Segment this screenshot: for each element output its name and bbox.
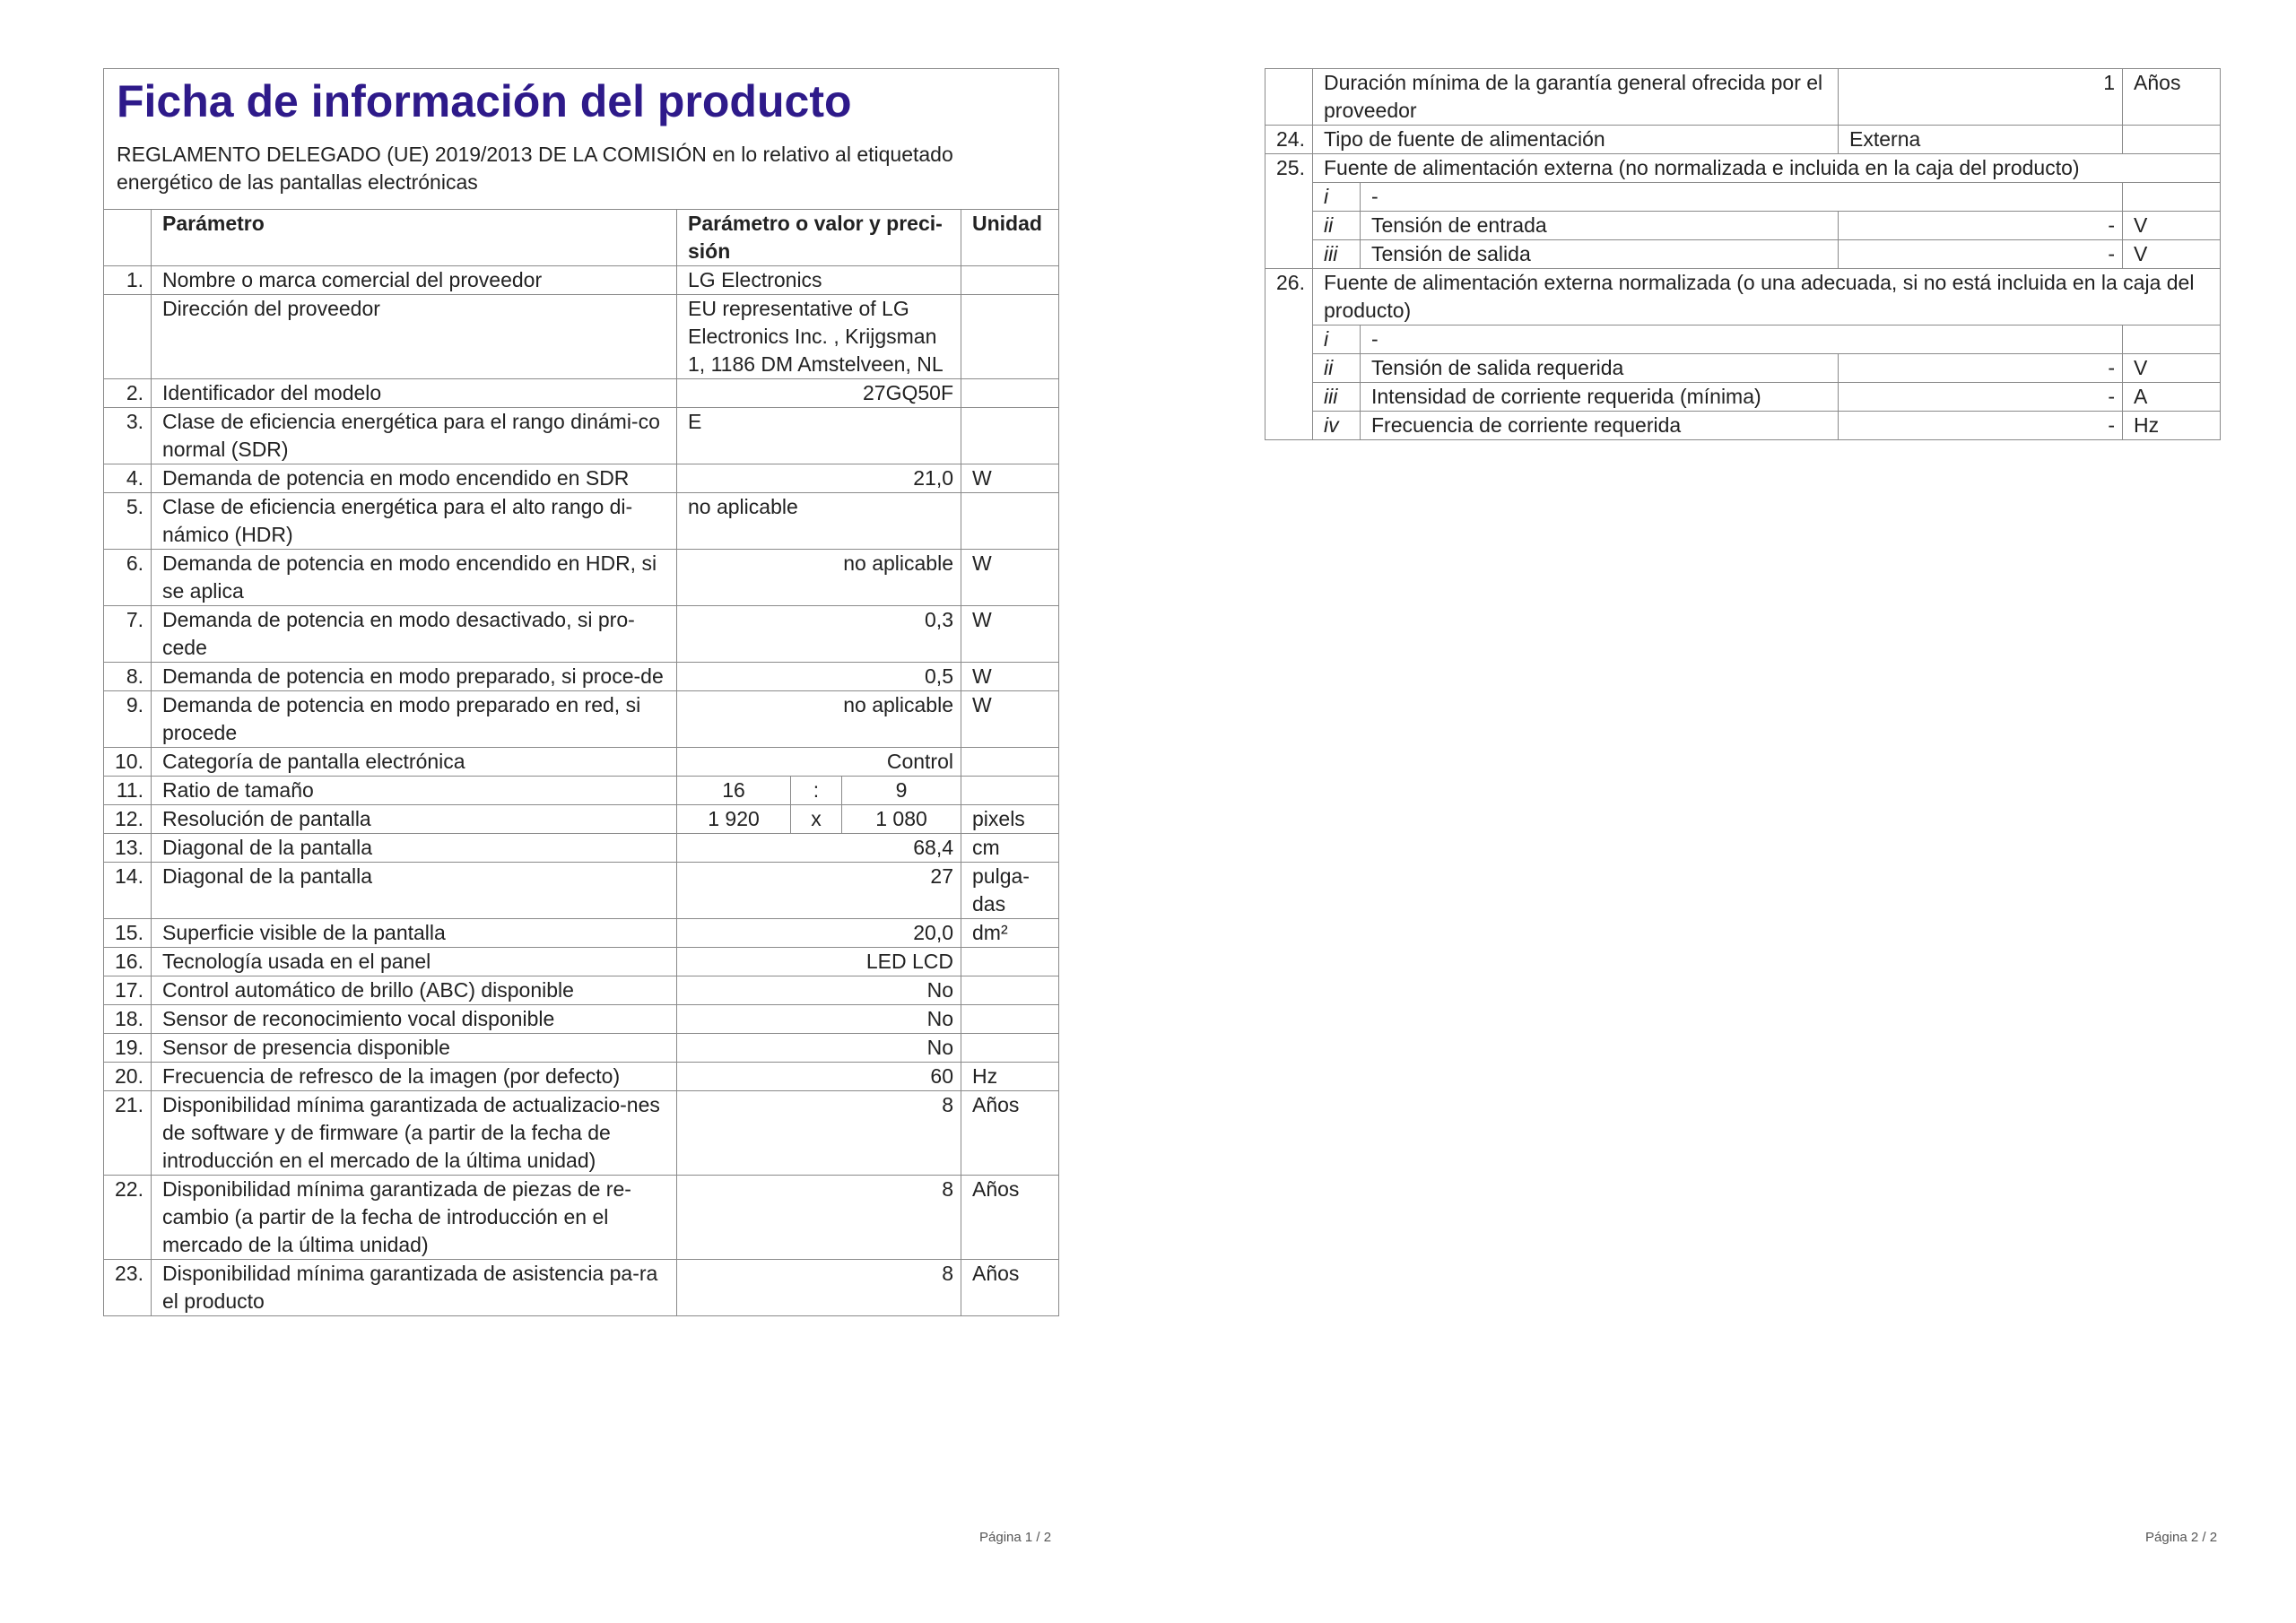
sub-label: Intensidad de corriente requerida (mínima) bbox=[1361, 383, 1839, 412]
table-row bbox=[1265, 126, 2221, 154]
table-row bbox=[104, 948, 1059, 976]
row-unit: pixels bbox=[961, 805, 1059, 834]
document-title: Ficha de información del producto bbox=[117, 76, 852, 126]
header-unit: Unidad bbox=[961, 210, 1059, 266]
table-row bbox=[104, 550, 1059, 606]
row-label: Ratio de tamaño bbox=[152, 777, 677, 805]
sub-index: i bbox=[1313, 325, 1361, 354]
table-row bbox=[104, 748, 1059, 777]
row-value: E bbox=[677, 408, 961, 464]
sub-unit: V bbox=[2123, 354, 2221, 383]
row-number: 21. bbox=[104, 1091, 152, 1176]
row-label: Clase de eficiencia energética para el alto rango di-námico (HDR) bbox=[152, 493, 677, 550]
row-label: Control automático de brillo (ABC) disponible bbox=[152, 976, 677, 1005]
row-label: Disponibilidad mínima garantizada de piezas de re-cambio (a partir de la fecha de introducción en el mercado de la última unidad) bbox=[152, 1176, 677, 1260]
title-cell bbox=[104, 69, 1059, 210]
table-row bbox=[104, 834, 1059, 863]
sub-value: - bbox=[1839, 212, 2123, 240]
sub-unit: A bbox=[2123, 383, 2221, 412]
row-number: 5. bbox=[104, 493, 152, 550]
row-label: Superficie visible de la pantalla bbox=[152, 919, 677, 948]
row-unit bbox=[961, 408, 1059, 464]
row-number: 23. bbox=[104, 1260, 152, 1316]
table-row bbox=[1265, 269, 2221, 325]
row-value: 0,5 bbox=[677, 663, 961, 691]
row-unit bbox=[961, 379, 1059, 408]
row-number: 6. bbox=[104, 550, 152, 606]
value-part-b: 9 bbox=[842, 777, 961, 805]
warranty-label: Duración mínima de la garantía general ofrecida por el proveedor bbox=[1313, 69, 1839, 126]
row-number: 18. bbox=[104, 1005, 152, 1034]
sub-index: ii bbox=[1313, 212, 1361, 240]
row-number: 22. bbox=[104, 1176, 152, 1260]
table-row bbox=[104, 1176, 1059, 1260]
row-label: Tecnología usada en el panel bbox=[152, 948, 677, 976]
row-number: 19. bbox=[104, 1034, 152, 1063]
table-row bbox=[104, 1005, 1059, 1034]
row-value: Control bbox=[677, 748, 961, 777]
row-value: 68,4 bbox=[677, 834, 961, 863]
table-row bbox=[104, 1091, 1059, 1176]
table-row bbox=[104, 379, 1059, 408]
row-number: 4. bbox=[104, 464, 152, 493]
sub-unit: V bbox=[2123, 240, 2221, 269]
row-label: Dirección del proveedor bbox=[152, 295, 677, 379]
row-label: Sensor de reconocimiento vocal disponible bbox=[152, 1005, 677, 1034]
row-label: Sensor de presencia disponible bbox=[152, 1034, 677, 1063]
row-value: No bbox=[677, 976, 961, 1005]
sub-row bbox=[1265, 354, 2221, 383]
sub-unit: V bbox=[2123, 212, 2221, 240]
sub-row bbox=[1265, 212, 2221, 240]
row-value: Externa bbox=[1839, 126, 2123, 154]
row-number: 14. bbox=[104, 863, 152, 919]
table-row bbox=[104, 777, 1059, 805]
page-footer: Página 2 / 2 bbox=[2145, 1530, 2218, 1545]
table-row bbox=[104, 295, 1059, 379]
row-label: Demanda de potencia en modo encendido en SDR bbox=[152, 464, 677, 493]
table-row bbox=[104, 1260, 1059, 1316]
row-label: Categoría de pantalla electrónica bbox=[152, 748, 677, 777]
table-row bbox=[104, 1034, 1059, 1063]
header-parameter: Parámetro bbox=[152, 210, 677, 266]
page-footer: Página 1 / 2 bbox=[979, 1530, 1052, 1545]
table-row bbox=[1265, 69, 2221, 126]
header-number bbox=[104, 210, 152, 266]
row-label: Tipo de fuente de alimentación bbox=[1313, 126, 1839, 154]
table-row bbox=[104, 691, 1059, 748]
table-row bbox=[104, 606, 1059, 663]
row-unit bbox=[961, 1005, 1059, 1034]
row-unit bbox=[961, 748, 1059, 777]
sub-index: iii bbox=[1313, 240, 1361, 269]
row-unit: Años bbox=[961, 1260, 1059, 1316]
row-number: 2. bbox=[104, 379, 152, 408]
row-value: LG Electronics bbox=[677, 266, 961, 295]
row-value: 0,3 bbox=[677, 606, 961, 663]
row-unit bbox=[961, 948, 1059, 976]
row-number: 26. bbox=[1265, 269, 1313, 440]
sub-label: - bbox=[1361, 183, 2123, 212]
row-unit bbox=[961, 295, 1059, 379]
row-value: 27GQ50F bbox=[677, 379, 961, 408]
document-subtitle: REGLAMENTO DELEGADO (UE) 2019/2013 DE LA COMISIÓN en lo relativo al etiquetado energético de las pantallas electrónicas bbox=[117, 143, 953, 194]
sub-row bbox=[1265, 240, 2221, 269]
row-label: Fuente de alimentación externa normalizada (o una adecuada, si no está incluida en la caja del producto) bbox=[1313, 269, 2221, 325]
value-separator: x bbox=[791, 805, 842, 834]
row-value: 27 bbox=[677, 863, 961, 919]
sub-row bbox=[1265, 183, 2221, 212]
row-number: 17. bbox=[104, 976, 152, 1005]
row-unit bbox=[961, 266, 1059, 295]
sub-index: i bbox=[1313, 183, 1361, 212]
row-value: No bbox=[677, 1034, 961, 1063]
table-row bbox=[1265, 154, 2221, 183]
row-number: 24. bbox=[1265, 126, 1313, 154]
row-unit: dm² bbox=[961, 919, 1059, 948]
row-label: Disponibilidad mínima garantizada de actualizacio-nes de software y de firmware (a partir de la fecha de introducción en el mercado de la última unidad) bbox=[152, 1091, 677, 1176]
row-label: Nombre o marca comercial del proveedor bbox=[152, 266, 677, 295]
row-label: Identificador del modelo bbox=[152, 379, 677, 408]
row-number: 3. bbox=[104, 408, 152, 464]
row-label: Disponibilidad mínima garantizada de asistencia pa-ra el producto bbox=[152, 1260, 677, 1316]
row-unit: cm bbox=[961, 834, 1059, 863]
row-label: Demanda de potencia en modo encendido en HDR, si se aplica bbox=[152, 550, 677, 606]
row-value: 21,0 bbox=[677, 464, 961, 493]
row-label: Diagonal de la pantalla bbox=[152, 863, 677, 919]
sub-label: Frecuencia de corriente requerida bbox=[1361, 412, 1839, 440]
row-label: Resolución de pantalla bbox=[152, 805, 677, 834]
page-2 bbox=[1148, 0, 2296, 1623]
table-row bbox=[104, 1063, 1059, 1091]
row-value: 8 bbox=[677, 1176, 961, 1260]
row-unit bbox=[961, 493, 1059, 550]
sub-value: - bbox=[1839, 240, 2123, 269]
row-number: 15. bbox=[104, 919, 152, 948]
row-unit: Hz bbox=[961, 1063, 1059, 1091]
sub-row bbox=[1265, 412, 2221, 440]
sub-value: - bbox=[1839, 412, 2123, 440]
product-info-table bbox=[103, 68, 1059, 1316]
table-row bbox=[104, 919, 1059, 948]
table-row bbox=[104, 493, 1059, 550]
row-unit bbox=[961, 777, 1059, 805]
row-value: 8 bbox=[677, 1091, 961, 1176]
sub-index: iv bbox=[1313, 412, 1361, 440]
header-value: Parámetro o valor y preci-sión bbox=[677, 210, 961, 266]
row-number: 11. bbox=[104, 777, 152, 805]
row-unit bbox=[961, 1034, 1059, 1063]
value-part-a: 16 bbox=[677, 777, 791, 805]
row-label: Demanda de potencia en modo desactivado, si pro-cede bbox=[152, 606, 677, 663]
warranty-value: 1 bbox=[1839, 69, 2123, 126]
row-value: 20,0 bbox=[677, 919, 961, 948]
table-row bbox=[104, 266, 1059, 295]
row-unit: W bbox=[961, 464, 1059, 493]
row-number bbox=[104, 295, 152, 379]
sub-label: - bbox=[1361, 325, 2123, 354]
row-value: 60 bbox=[677, 1063, 961, 1091]
row-number: 25. bbox=[1265, 154, 1313, 269]
row-unit: W bbox=[961, 663, 1059, 691]
sub-value: - bbox=[1839, 354, 2123, 383]
row-value: no aplicable bbox=[677, 691, 961, 748]
row-label: Frecuencia de refresco de la imagen (por defecto) bbox=[152, 1063, 677, 1091]
row-unit: Años bbox=[961, 1176, 1059, 1260]
row-label: Diagonal de la pantalla bbox=[152, 834, 677, 863]
table-row bbox=[104, 464, 1059, 493]
row-unit: Años bbox=[961, 1091, 1059, 1176]
row-unit: W bbox=[961, 550, 1059, 606]
row-unit bbox=[961, 976, 1059, 1005]
sub-index: iii bbox=[1313, 383, 1361, 412]
row-number: 12. bbox=[104, 805, 152, 834]
row-unit: W bbox=[961, 691, 1059, 748]
row-number: 7. bbox=[104, 606, 152, 663]
row-value: no aplicable bbox=[677, 550, 961, 606]
value-part-b: 1 080 bbox=[842, 805, 961, 834]
row-number: 20. bbox=[104, 1063, 152, 1091]
row-number: 16. bbox=[104, 948, 152, 976]
table-row bbox=[104, 805, 1059, 834]
row-label: Demanda de potencia en modo preparado en red, si procede bbox=[152, 691, 677, 748]
table-row bbox=[104, 663, 1059, 691]
value-part-a: 1 920 bbox=[677, 805, 791, 834]
row-number: 8. bbox=[104, 663, 152, 691]
value-separator: : bbox=[791, 777, 842, 805]
sub-unit: Hz bbox=[2123, 412, 2221, 440]
warranty-unit: Años bbox=[2123, 69, 2221, 126]
row-value: EU representative of LG Electronics Inc. , Krijgsman 1, 1186 DM Amstelveen, NL bbox=[677, 295, 961, 379]
row-value: LED LCD bbox=[677, 948, 961, 976]
sub-row bbox=[1265, 383, 2221, 412]
sub-label: Tensión de salida requerida bbox=[1361, 354, 1839, 383]
table-row bbox=[104, 863, 1059, 919]
row-value: no aplicable bbox=[677, 493, 961, 550]
row-label: Demanda de potencia en modo preparado, si proce-de bbox=[152, 663, 677, 691]
row-label: Clase de eficiencia energética para el rango dinámi-co normal (SDR) bbox=[152, 408, 677, 464]
row-number: 1. bbox=[104, 266, 152, 295]
sub-row bbox=[1265, 325, 2221, 354]
row-label: Fuente de alimentación externa (no normalizada e incluida en la caja del producto) bbox=[1313, 154, 2221, 183]
row-unit: W bbox=[961, 606, 1059, 663]
row-number: 9. bbox=[104, 691, 152, 748]
sub-index: ii bbox=[1313, 354, 1361, 383]
row-unit: pulga-das bbox=[961, 863, 1059, 919]
sub-label: Tensión de entrada bbox=[1361, 212, 1839, 240]
table-row bbox=[104, 976, 1059, 1005]
sub-label: Tensión de salida bbox=[1361, 240, 1839, 269]
row-number: 13. bbox=[104, 834, 152, 863]
sub-value: - bbox=[1839, 383, 2123, 412]
row-value: No bbox=[677, 1005, 961, 1034]
table-row bbox=[104, 408, 1059, 464]
power-supply-table bbox=[1265, 68, 2221, 440]
row-number: 10. bbox=[104, 748, 152, 777]
row-value: 8 bbox=[677, 1260, 961, 1316]
